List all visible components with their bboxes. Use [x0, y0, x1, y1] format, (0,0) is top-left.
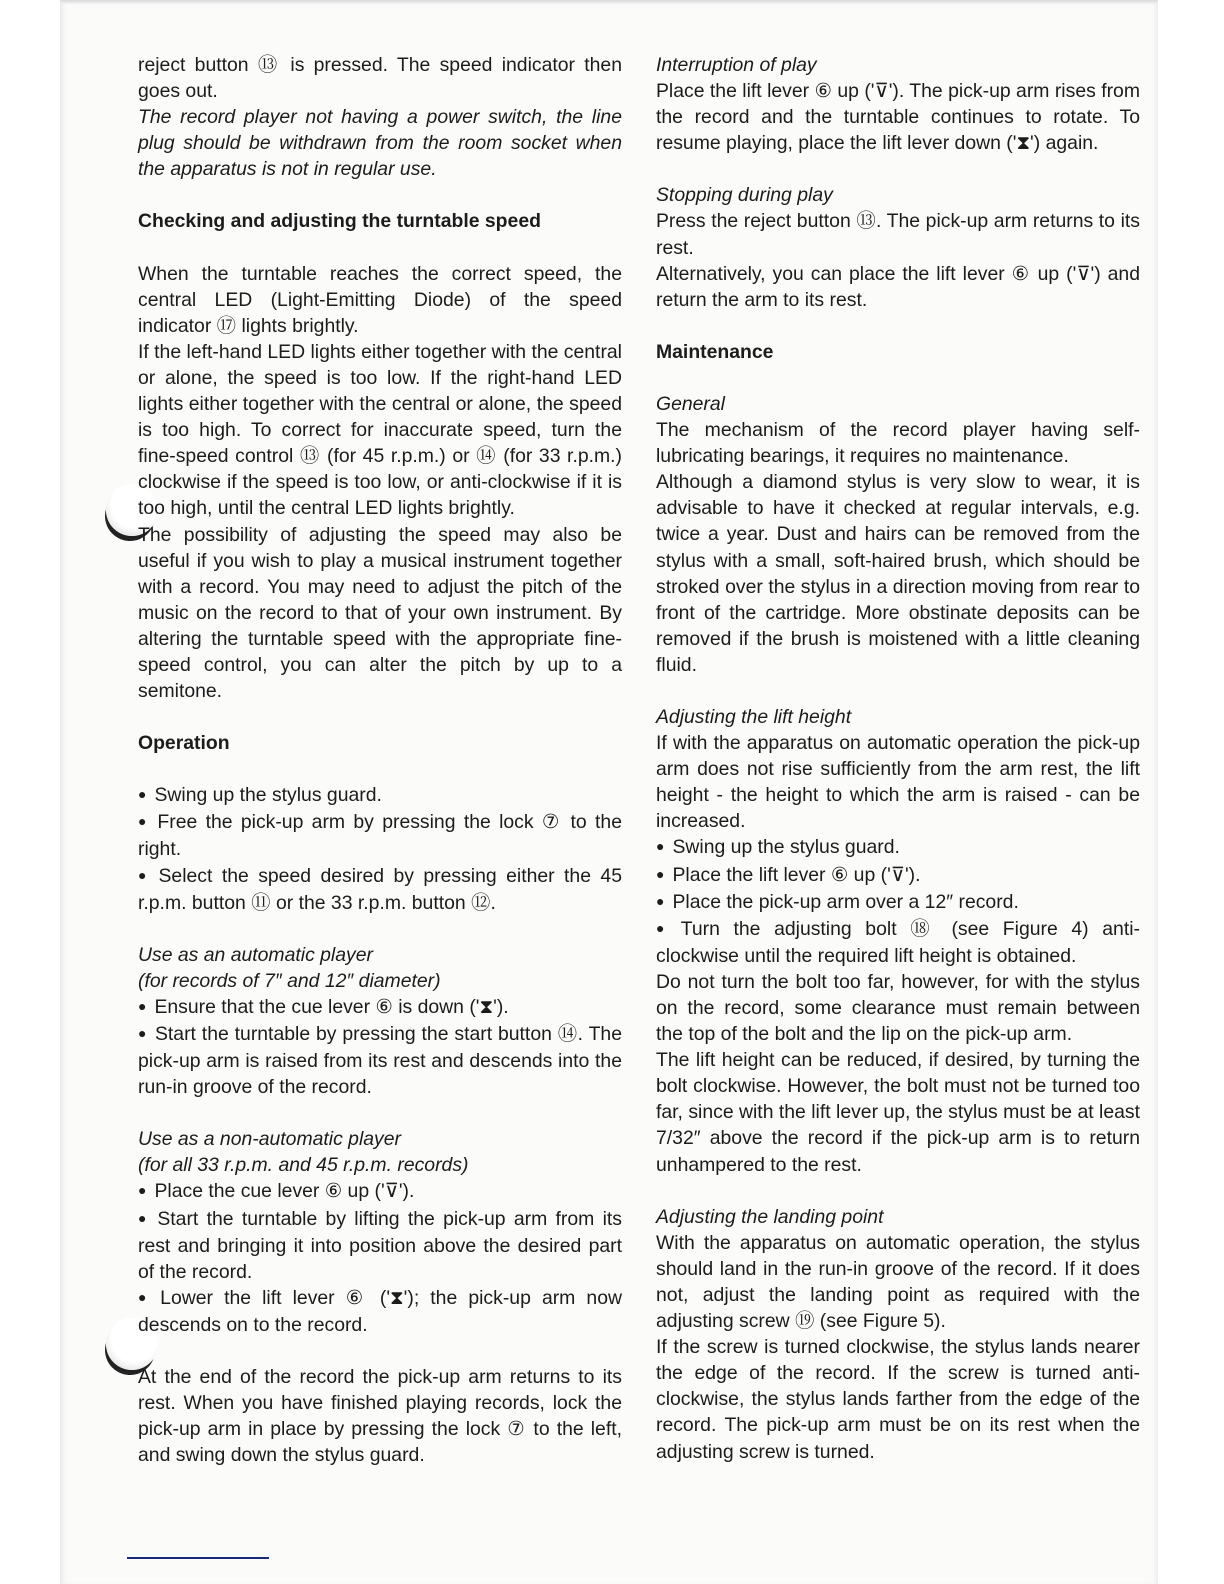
operation-bullet-1: ● Swing up the stylus guard. — [138, 782, 622, 809]
paragraph-lift-height: If with the apparatus on automatic operation the pick-up arm does not rise sufficiently from the arm rest, the lift height - the height to which the arm is raised - can be increased. — [656, 732, 1140, 833]
paragraph-interruption: Place the lift lever ⑥ up ('⊽'). The pick-up arm rises from the record and the turntable continues to rotate. To resume playing, place the lift lever down ('⧗') again. — [656, 80, 1140, 155]
heading-maintenance: Maintenance — [656, 340, 774, 363]
subheading-interruption: Interruption of play — [656, 54, 817, 76]
lift-bullet-3: ● Place the pick-up arm over a 12″ record. — [656, 889, 1140, 916]
lift-bullet-4: ● Turn the adjusting bolt ⑱ (see Figure 4) anti-clockwise until the required lift height is obtained. — [656, 916, 1140, 969]
heading-checking-speed: Checking and adjusting the turntable speed — [138, 210, 541, 233]
subheading-non-automatic: Use as a non-automatic player — [138, 1128, 401, 1151]
paragraph-speed-3: The possibility of adjusting the speed may also be useful if you wish to play a musical instrument together with a record. You may need to adjust the pitch of the music on the record to that of your own instrument. By altering the turntable speed with the appropriate fine-speed control, you can alter the pitch by up to a semitone. — [138, 523, 622, 703]
paragraph-stopping-2: Alternatively, you can place the lift lever ⑥ up ('⊽') and return the arm to its rest. — [656, 262, 1140, 311]
paragraph-general-2: Although a diamond stylus is very slow to wear, it is advisable to have it checked at regular intervals, e.g. twice a year. Dust and hairs can be removed from the stylus with a small, soft-haired brush, which should be stroked over the stylus in a direction moving from rear to front of the cartridge. More obstinate deposits can be removed if the brush is moistened with a little cleaning fluid. — [656, 471, 1140, 676]
paragraph-lift-warning: Do not turn the bolt too far, however, for with the stylus on the record, some clearance must remain between the top of the bolt and the lip on the pick-up arm. — [656, 970, 1140, 1046]
heading-operation: Operation — [138, 732, 230, 755]
manual-bullet-3: ● Lower the lift lever ⑥ ('⧗'); the pick-up arm now descends on to the record. — [138, 1285, 622, 1338]
right-column — [656, 52, 1140, 1465]
automatic-bullet-2: ● Start the turntable by pressing the start button ⑭. The pick-up arm is raised from its rest and descends into the run-in groove of the record. — [138, 1021, 622, 1100]
paragraph-lift-reduce: The lift height can be reduced, if desired, by turning the bolt clockwise. However, the bolt must not be turned too far, since with the lift lever up, the stylus must be at least 7/32″ above the record if the pick-up arm is to return unhampered to the rest. — [656, 1049, 1140, 1176]
paragraph-end-of-record: At the end of the record the pick-up arm returns to its rest. When you have finished playing records, lock the pick-up arm in place by pressing the lock ⑦ to the left, and swing down the stylus guard. — [138, 1366, 622, 1467]
subheading-landing-point: Adjusting the landing point — [656, 1205, 884, 1228]
lift-bullet-2: ● Place the lift lever ⑥ up ('⊽'). — [656, 862, 1140, 889]
lift-bullet-1: ● Swing up the stylus guard. — [656, 834, 1140, 861]
subheading-automatic-note: (for records of 7″ and 12″ diameter) — [138, 969, 441, 992]
paragraph-landing-2: If the screw is turned clockwise, the stylus lands nearer the edge of the record. If the screw is turned anti-clockwise, the stylus lands farther from the edge of the record. The pick-up arm must be on its rest when the adjusting screw is turned. — [656, 1336, 1140, 1463]
paragraph-speed-1: When the turntable reaches the correct speed, the central LED (Light-Emitting Diode) of the speed indicator ⑰ lights brightly. — [138, 262, 622, 337]
subheading-non-automatic-note: (for all 33 r.p.m. and 45 r.p.m. records) — [138, 1154, 469, 1177]
manual-bullet-2: ● Start the turntable by lifting the pick-up arm from its rest and bringing it into position above the desired part of the record. — [138, 1206, 622, 1285]
subheading-general: General — [656, 392, 725, 415]
left-column — [138, 52, 622, 1468]
paragraph-power-note: The record player not having a power switch, the line plug should be withdrawn from the room socket when the apparatus is not in regular use. — [138, 106, 622, 181]
paragraph-general-1: The mechanism of the record player having self-lubricating bearings, it requires no maintenance. — [656, 419, 1140, 468]
automatic-bullet-1: ● Ensure that the cue lever ⑥ is down ('⧗'). — [138, 994, 622, 1021]
operation-bullet-2: ● Free the pick-up arm by pressing the lock ⑦ to the right. — [138, 809, 622, 862]
operation-bullet-3: ● Select the speed desired by pressing either the 45 r.p.m. button ⑪ or the 33 r.p.m. button ⑫. — [138, 863, 622, 916]
subheading-stopping: Stopping during play — [656, 184, 833, 207]
manual-bullet-1: ● Place the cue lever ⑥ up ('⊽'). — [138, 1178, 622, 1205]
paragraph-speed-2: If the left-hand LED lights either together with the central or alone, the speed is too low. If the right-hand LED lights either together with the central or alone, the speed is too high. To correct for inaccurate speed, turn the fine-speed control ⑬ (for 45 r.p.m.) or ⑭ (for 33 r.p.m.) clockwise if the speed is too low, or anti-clockwise if it is too high, until the central LED lights brightly. — [138, 340, 622, 520]
paragraph-stopping-1: Press the reject button ⑬. The pick-up arm returns to its rest. — [656, 210, 1140, 259]
subheading-automatic: Use as an automatic player — [138, 943, 373, 966]
paragraph-landing-1: With the apparatus on automatic operation, the stylus should land in the run-in groove of the record. If it does not, adjust the landing point as required with the adjusting screw ⑲ (see Figure 5). — [656, 1231, 1140, 1333]
paragraph-reject: reject button ⑬ is pressed. The speed indicator then goes out. — [138, 54, 622, 103]
subheading-lift-height: Adjusting the lift height — [656, 705, 852, 728]
footnote-rule — [127, 1557, 269, 1559]
